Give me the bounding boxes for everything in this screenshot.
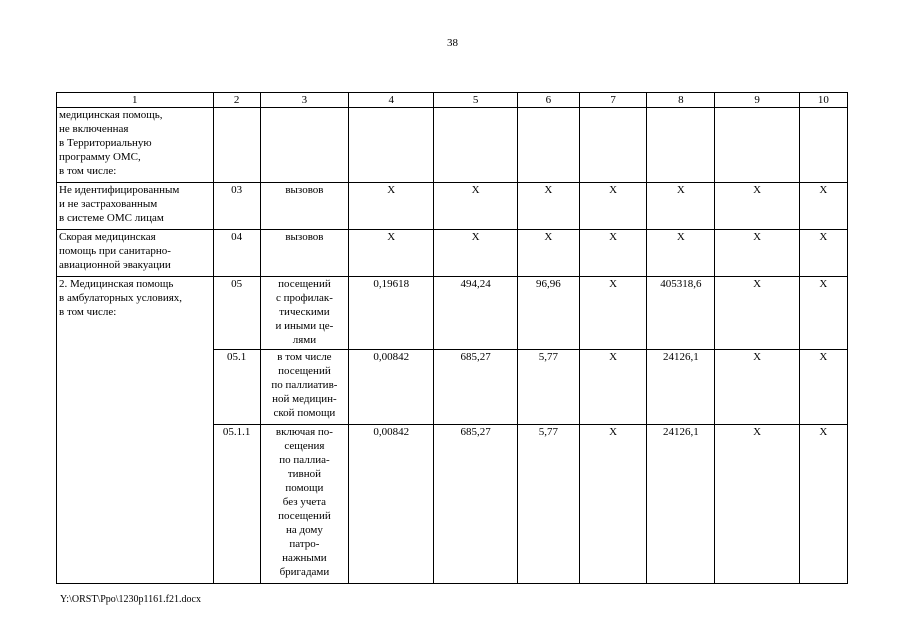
value-cell: Х [517,230,579,277]
value-cell: Х [715,183,799,230]
table-row [57,277,848,350]
value-cell: Х [579,230,646,277]
table-row [57,183,848,230]
page-number: 38 [447,37,458,49]
value-cell: 96,96 [517,277,579,350]
value-cell: Х [434,230,517,277]
value-cell: Х [715,277,799,350]
code-cell: 05.1.1 [213,425,260,584]
table-row [57,230,848,277]
header-row [57,93,848,108]
value-cell: Х [799,350,847,425]
table-row [57,108,848,183]
value-cell: Х [715,230,799,277]
value-cell: 0,00842 [349,425,434,584]
column-header: 7 [579,93,646,108]
value-cell: Х [349,183,434,230]
value-cell: Х [517,183,579,230]
column-header: 6 [517,93,579,108]
value-cell: Х [799,183,847,230]
unit-cell: включая по- сещения по паллиа- тивной помощи без учета посещений на дому патро- нажными бригадами [260,425,348,584]
unit-cell: посещений с профилак- тическими и иными це- лями [260,277,348,350]
unit-cell [260,108,348,183]
value-cell: Х [434,183,517,230]
value-cell: Х [349,230,434,277]
row-name-cell: Скорая медицинская помощь при санитарно- авиационной эвакуации [57,230,214,277]
value-cell: Х [647,183,715,230]
value-cell: 494,24 [434,277,517,350]
value-cell [799,108,847,183]
value-cell: 5,77 [517,425,579,584]
code-cell [213,108,260,183]
unit-cell: вызовов [260,183,348,230]
column-header: 2 [213,93,260,108]
value-cell: 685,27 [434,425,517,584]
value-cell: 24126,1 [647,350,715,425]
value-cell: Х [799,230,847,277]
value-cell: Х [579,183,646,230]
value-cell [349,108,434,183]
footer-file-path: Y:\ORST\Ppo\1230p1161.f21.docx [60,594,201,605]
unit-cell: вызовов [260,230,348,277]
row-name-cell: 2. Медицинская помощь в амбулаторных условиях, в том числе: [57,277,214,584]
value-cell: 24126,1 [647,425,715,584]
code-cell: 03 [213,183,260,230]
value-cell [579,108,646,183]
value-cell: Х [579,277,646,350]
column-header: 9 [715,93,799,108]
value-cell [517,108,579,183]
value-cell: 0,00842 [349,350,434,425]
code-cell: 05 [213,277,260,350]
value-cell: 5,77 [517,350,579,425]
value-cell [715,108,799,183]
unit-cell: в том числе посещений по паллиатив- ной медицин- ской помощи [260,350,348,425]
value-cell: 405318,6 [647,277,715,350]
code-cell: 05.1 [213,350,260,425]
column-header: 8 [647,93,715,108]
value-cell: Х [799,425,847,584]
value-cell: Х [647,230,715,277]
value-cell: Х [579,425,646,584]
row-name-cell: медицинская помощь, не включенная в Территориальную программу ОМС, в том числе: [57,108,214,183]
column-header: 3 [260,93,348,108]
row-name-cell: Не идентифицированным и не застрахованным в системе ОМС лицам [57,183,214,230]
data-table [56,92,848,584]
column-header: 10 [799,93,847,108]
value-cell: Х [715,350,799,425]
column-header: 5 [434,93,517,108]
value-cell [434,108,517,183]
value-cell: 0,19618 [349,277,434,350]
value-cell [647,108,715,183]
column-header: 1 [57,93,214,108]
value-cell: 685,27 [434,350,517,425]
code-cell: 04 [213,230,260,277]
column-header: 4 [349,93,434,108]
value-cell: Х [799,277,847,350]
value-cell: Х [579,350,646,425]
value-cell: Х [715,425,799,584]
